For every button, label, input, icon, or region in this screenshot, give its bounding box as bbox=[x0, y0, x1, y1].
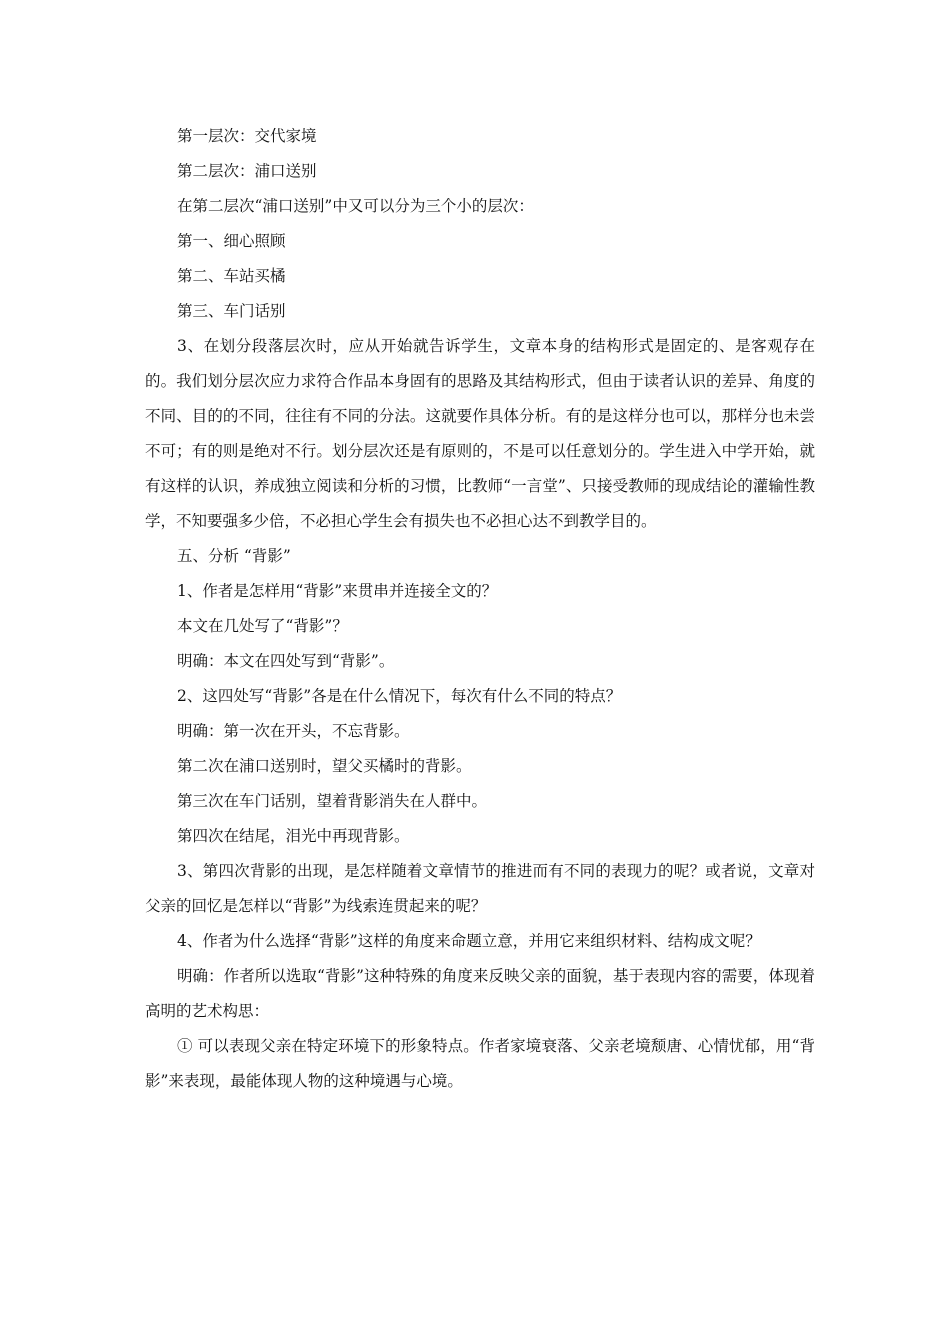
answer-4: 明确：作者所以选取“背影”这种特殊的角度来反映父亲的面貌，基于表现内容的需要，体现着高明的艺术构思： bbox=[145, 967, 815, 1020]
answer-2-third: 第三次在车门话别，望着背影消失在人群中。 bbox=[177, 792, 488, 810]
answer-2-fourth: 第四次在结尾，泪光中再现背影。 bbox=[177, 827, 410, 845]
paragraph-sub-layers-intro: 在第二层次“浦口送别”中又可以分为三个小的层次： bbox=[177, 197, 534, 215]
document-body bbox=[145, 119, 815, 1099]
question-1-sub: 本文在几处写了“背影”？ bbox=[177, 617, 348, 635]
question-3: 3、第四次背影的出现，是怎样随着文章情节的推进而有不同的表现力的呢？或者说，文章对父亲的回忆是怎样以“背影”为线索连贯起来的呢？ bbox=[145, 862, 815, 915]
answer-2-second: 第二次在浦口送别时，望父买橘时的背影。 bbox=[177, 757, 472, 775]
section-heading-5: 五、分析 “背影” bbox=[177, 547, 291, 565]
paragraph-point-3-layering: 3、在划分段落层次时，应从开始就告诉学生，文章本身的结构形式是固定的、是客观存在的。我们划分层次应力求符合作品本身固有的思路及其结构形式，但由于读者认识的差异、角度的不同、目的的不同，往往有不同的分法。这就要作具体分析。有的是这样分也可以，那样分也未尝不可；有的则是绝对不行。划分层次还是有原则的，不是可以任意划分的。学生进入中学开始，就有这样的认识，养成独立阅读和分析的习惯，比教师“一言堂”、只接受教师的现成结论的灌输性教学，不知要强多少倍，不必担心学生会有损失也不必担心达不到教学目的。 bbox=[145, 337, 815, 530]
paragraph-sub-layer-1: 第一、细心照顾 bbox=[177, 232, 286, 250]
paragraph-sub-layer-3: 第三、车门话别 bbox=[177, 302, 286, 320]
paragraph-layer-1: 第一层次：交代家境 bbox=[177, 127, 317, 145]
question-2: 2、这四处写“背影”各是在什么情况下，每次有什么不同的特点？ bbox=[177, 687, 622, 705]
paragraph-sub-layer-2: 第二、车站买橘 bbox=[177, 267, 286, 285]
answer-4-point-1: ① 可以表现父亲在特定环境下的形象特点。作者家境衰落、父亲老境颓唐、心情忧郁，用“背影”来表现，最能体现人物的这种境遇与心境。 bbox=[145, 1037, 815, 1090]
answer-2-first: 明确：第一次在开头，不忘背影。 bbox=[177, 722, 410, 740]
question-1: 1、作者是怎样用“背影”来贯串并连接全文的？ bbox=[177, 582, 498, 600]
question-4: 4、作者为什么选择“背影”这样的角度来命题立意，并用它来组织材料、结构成文呢？ bbox=[177, 932, 761, 950]
answer-1: 明确：本文在四处写到“背影”。 bbox=[177, 652, 395, 670]
paragraph-layer-2: 第二层次：浦口送别 bbox=[177, 162, 317, 180]
